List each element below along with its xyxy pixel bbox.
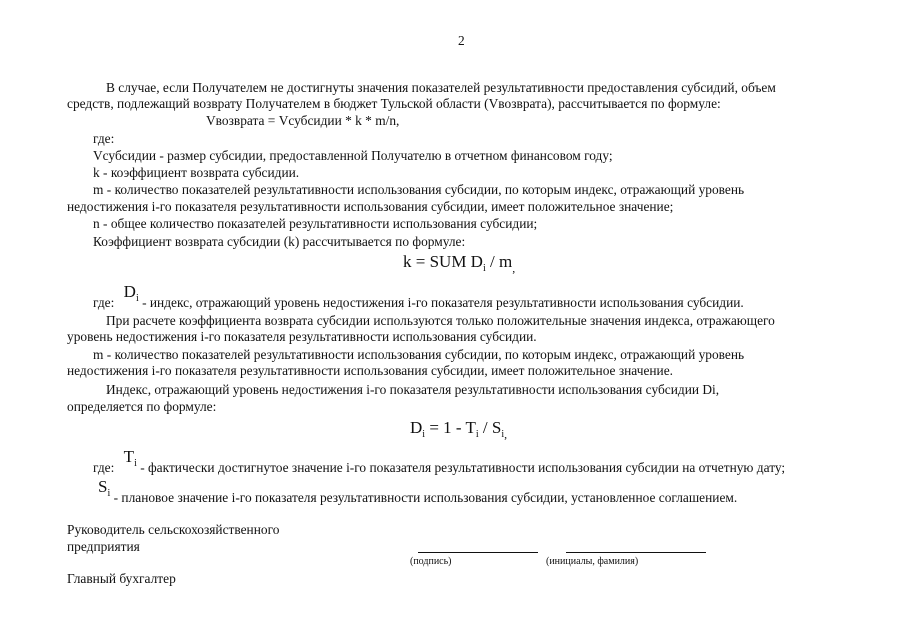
signature-line [418,552,538,553]
index-intro-line2: определяется по формуле: [67,399,217,414]
formula-d: $D_i = 1 - T_i / S_{i,}$ [410,418,508,441]
where-t-line: где: $T^i$ - фактически достигнутое значение i-го показателя результативности использования субсидии на отчетную дату; [93,447,786,475]
para-positive-line1: При расчете коэффициента возврата субсидии используются только положительные значения индекса, отражающего [106,313,775,328]
def-k: k - коэффициент возврата субсидии. [93,165,300,180]
def-m2-line1: m - количество показателей результативности использования субсидии, по которым индекс, отражающий уровень [93,347,745,362]
index-intro-line1: Индекс, отражающий уровень недостижения i-го показателя результативности использования субсидии Di, [106,382,720,397]
signature-head-line1: Руководитель сельскохозяйственного [67,522,280,537]
name-line [566,552,706,553]
k-intro: Коэффициент возврата субсидии (k) рассчитывается по формуле: [93,234,466,249]
signature-caption: (подпись) [410,556,452,567]
formula-k: k = SUM $D_i / m_,$ [403,252,516,275]
name-caption: (инициалы, фамилия) [546,556,639,567]
formula-v-return: Vвозврата = Vсубсидии * k * m/n, [206,113,400,128]
where-s-line: $S^i$ - плановое значение i-го показателя результативности использования субсидии, установленное соглашением. [98,477,738,505]
where-d-line: где: $D^i$ - индекс, отражающий уровень недостижения i-го показателя результативности использования субсидии. [93,282,744,310]
def-m1-line1: m - количество показателей результативности использования субсидии, по которым индекс, отражающий уровень [93,182,745,197]
def-v-subsidy: Vсубсидии - размер субсидии, предоставленной Получателю в отчетном финансовом году; [93,148,613,163]
signature-head-line2: предприятия [67,539,140,554]
para1-line1: В случае, если Получателем не достигнуты значения показателей результативности предоставления субсидий, объем [106,80,776,95]
para1-line2: средств, подлежащий возврату Получателем в бюджет Тульской области (Vвозврата), рассчитывается по формуле: [67,96,721,111]
def-m2-line2: недостижения i-го показателя результативности использования субсидии, имеет положительное значение. [67,363,674,378]
def-m1-line2: недостижения i-го показателя результативности использования субсидии, имеет положительное значение; [67,199,674,214]
def-n: n - общее количество показателей результативности использования субсидии; [93,216,538,231]
para-positive-line2: уровень недостижения i-го показателя результативности использования субсидии. [67,329,537,344]
where-label-1: где: [93,131,115,146]
chief-accountant-label: Главный бухгалтер [67,571,176,586]
page-number: 2 [458,33,465,48]
